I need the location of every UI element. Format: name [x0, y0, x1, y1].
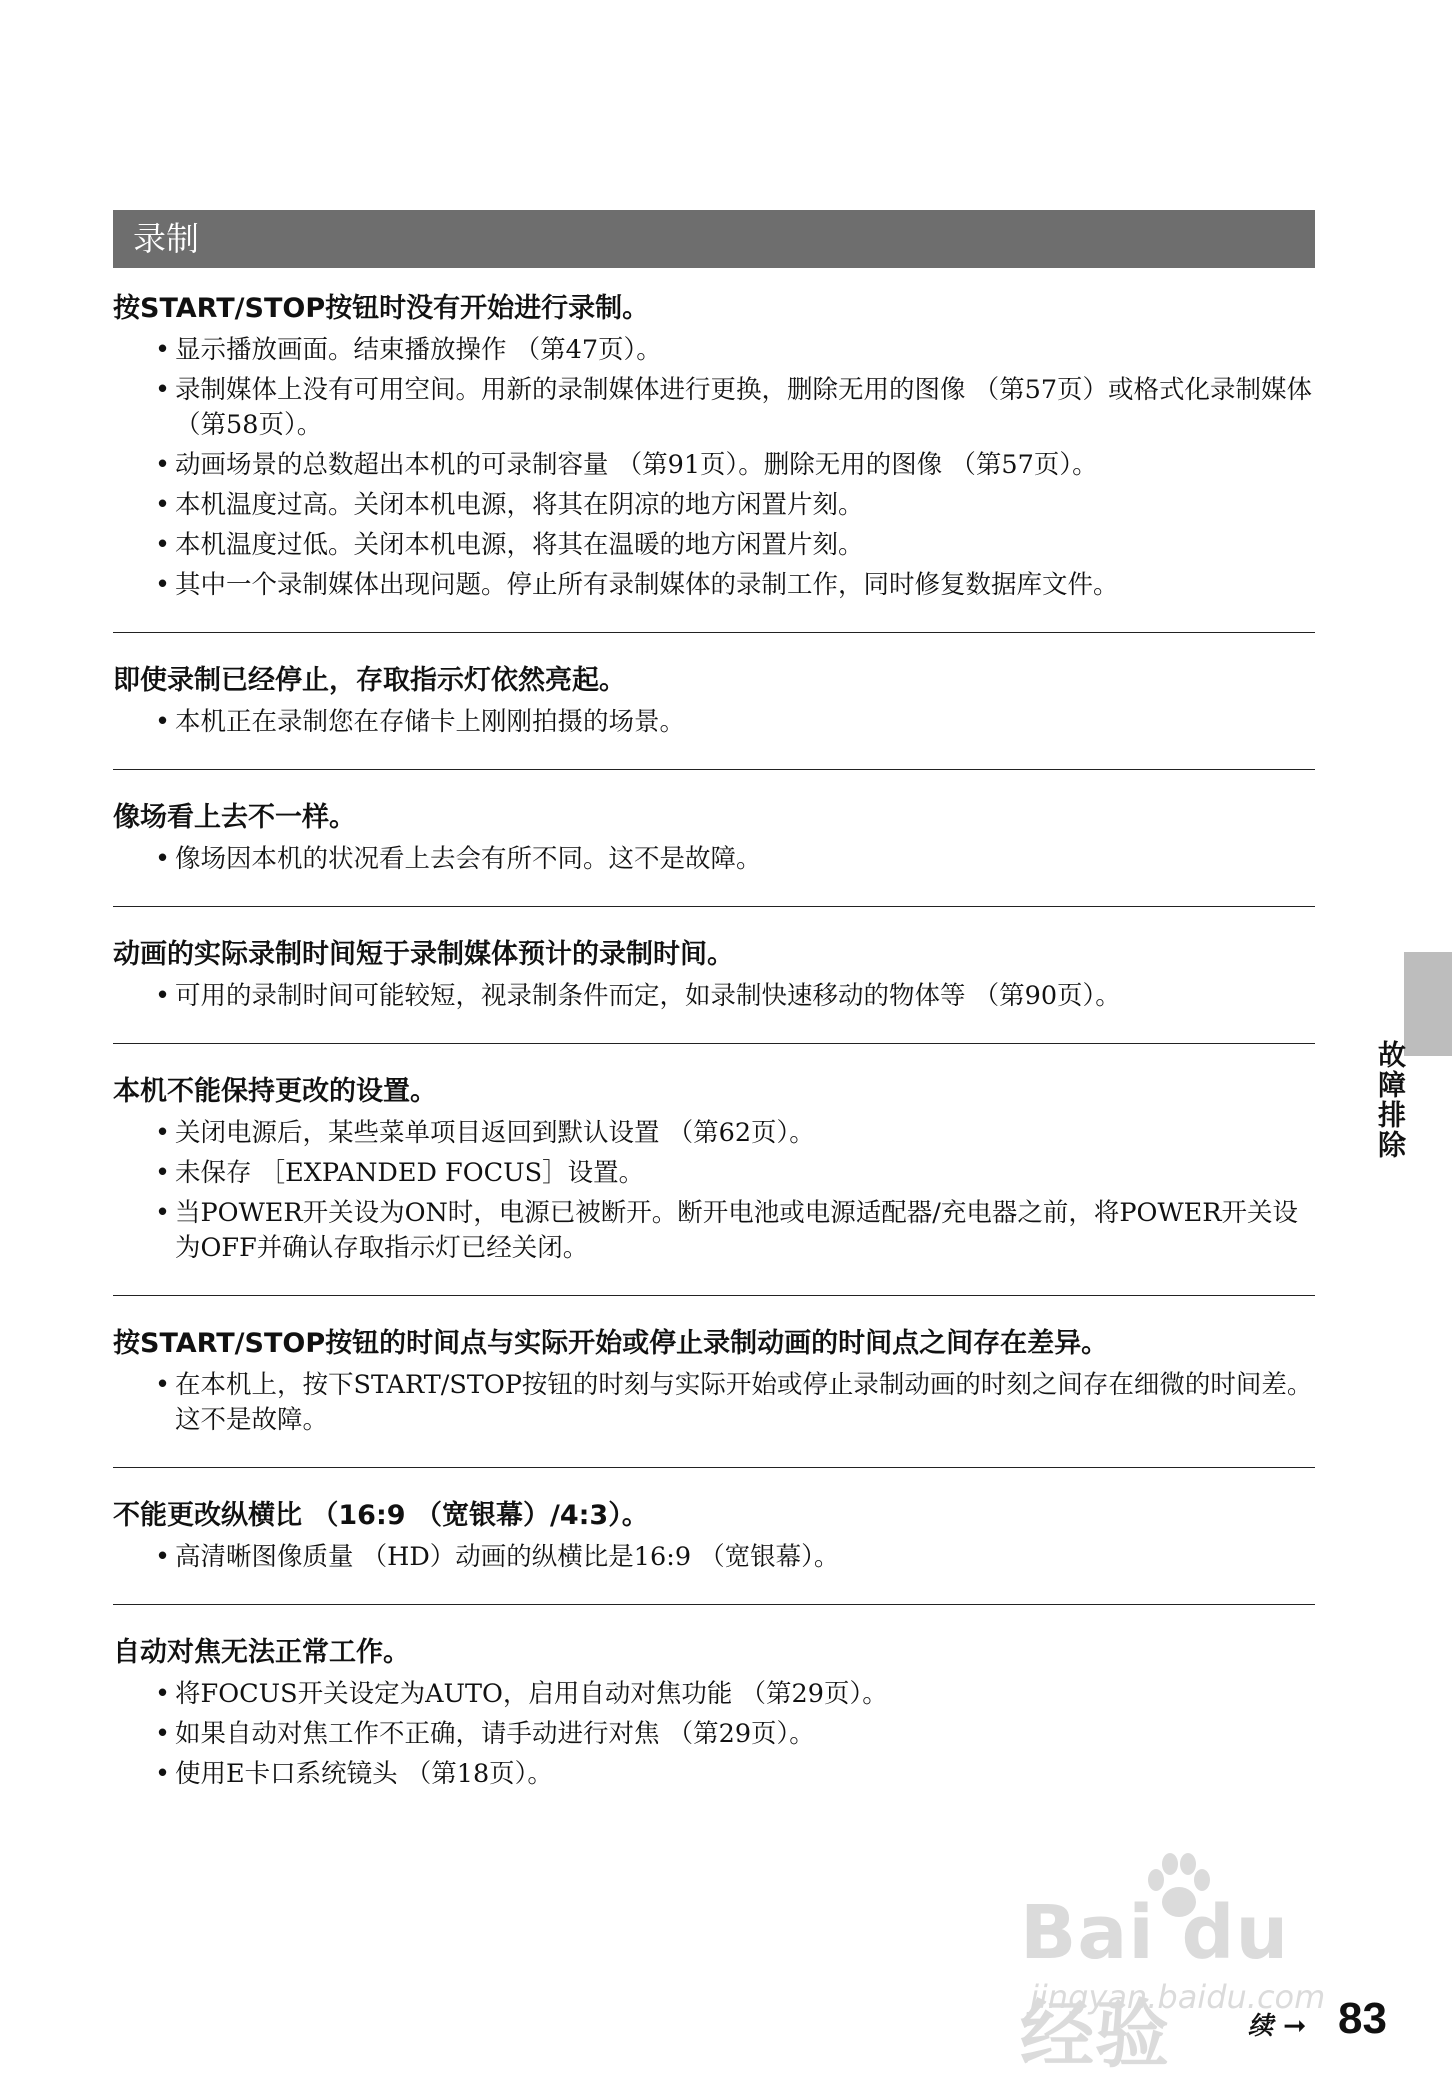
bullet-item: • 在本机上，按下START/STOP按钮的时刻与实际开始或停止录制动画的时刻之间存在细微的时间差。这不是故障。 — [175, 1368, 1315, 1438]
bullet-list — [113, 842, 1315, 877]
bullet-item: • 录制媒体上没有可用空间。用新的录制媒体进行更换，删除无用的图像 （第57页）或格式化录制媒体 （第58页）。 — [175, 373, 1315, 443]
bullet-item: • 未保存 ［EXPANDED FOCUS］设置。 — [175, 1156, 1315, 1191]
bullet-item: • 本机温度过低。关闭本机电源，将其在温暖的地方闲置片刻。 — [175, 528, 1315, 563]
troubleshooting-entry — [113, 792, 1315, 907]
troubleshooting-entry — [113, 1066, 1315, 1296]
bullet-list — [113, 1540, 1315, 1575]
bullet-item: • 高清晰图像质量 （HD）动画的纵横比是16:9 （宽银幕）。 — [175, 1540, 1315, 1575]
bullet-item: • 本机正在录制您在存储卡上刚刚拍摄的场景。 — [175, 705, 1315, 740]
section-title: 录制 — [133, 219, 199, 258]
entry-title: 动画的实际录制时间短于录制媒体预计的录制时间。 — [113, 939, 734, 970]
bullet-list — [113, 333, 1315, 603]
continued-label: 续 — [1248, 2011, 1274, 2040]
entry-title: 按START/STOP按钮的时间点与实际开始或停止录制动画的时间点之间存在差异。 — [113, 1328, 1109, 1359]
entry-title: 按START/STOP按钮时没有开始进行录制。 — [113, 293, 650, 324]
bullet-item: • 动画场景的总数超出本机的可录制容量 （第91页）。删除无用的图像 （第57页）。 — [175, 448, 1315, 483]
entry-title: 自动对焦无法正常工作。 — [113, 1637, 410, 1668]
troubleshooting-entry — [113, 1490, 1315, 1605]
bullet-item: • 使用E卡口系统镜头 （第18页）。 — [175, 1757, 1315, 1792]
arrow-right-icon: ➞ — [1283, 2009, 1307, 2042]
entry-title: 不能更改纵横比 （16:9 （宽银幕）/4:3）。 — [113, 1500, 649, 1531]
bullet-list — [113, 705, 1315, 740]
troubleshooting-list — [113, 283, 1315, 1843]
side-tab-label: 故障排除 — [1374, 1040, 1407, 1160]
bullet-list — [113, 1368, 1315, 1438]
watermark-url: jingyan.baidu.com — [1030, 1978, 1326, 2016]
side-tab-marker — [1404, 952, 1452, 1056]
page-number: 83 — [1338, 1994, 1387, 2043]
bullet-item: • 其中一个录制媒体出现问题。停止所有录制媒体的录制工作，同时修复数据库文件。 — [175, 568, 1315, 603]
bullet-item: • 关闭电源后，某些菜单项目返回到默认设置 （第62页）。 — [175, 1116, 1315, 1151]
troubleshooting-entry — [113, 655, 1315, 770]
bullet-item: • 如果自动对焦工作不正确，请手动进行对焦 （第29页）。 — [175, 1717, 1315, 1752]
bullet-list — [113, 1677, 1315, 1792]
troubleshooting-entry — [113, 1627, 1315, 1821]
entry-title: 像场看上去不一样。 — [113, 802, 356, 833]
bullet-item: • 显示播放画面。结束播放操作 （第47页）。 — [175, 333, 1315, 368]
section-header — [113, 210, 1315, 268]
bullet-item: • 可用的录制时间可能较短，视录制条件而定，如录制快速移动的物体等 （第90页）。 — [175, 979, 1315, 1014]
troubleshooting-entry — [113, 283, 1315, 633]
bullet-list — [113, 979, 1315, 1014]
entry-title: 本机不能保持更改的设置。 — [113, 1076, 437, 1107]
bullet-item: • 像场因本机的状况看上去会有所不同。这不是故障。 — [175, 842, 1315, 877]
bullet-list — [113, 1116, 1315, 1266]
troubleshooting-entry — [113, 929, 1315, 1044]
troubleshooting-entry — [113, 1318, 1315, 1468]
bullet-item: • 本机温度过高。关闭本机电源，将其在阴凉的地方闲置片刻。 — [175, 488, 1315, 523]
entry-title: 即使录制已经停止，存取指示灯依然亮起。 — [113, 665, 626, 696]
bullet-item: • 将FOCUS开关设定为AUTO，启用自动对焦功能 （第29页）。 — [175, 1677, 1315, 1712]
bullet-item: • 当POWER开关设为ON时，电源已被断开。断开电池或电源适配器/充电器之前，将POWER开关设为OFF并确认存取指示灯已经关闭。 — [175, 1196, 1315, 1266]
watermark-logo: Bai du 经验 — [1020, 1890, 1290, 2078]
